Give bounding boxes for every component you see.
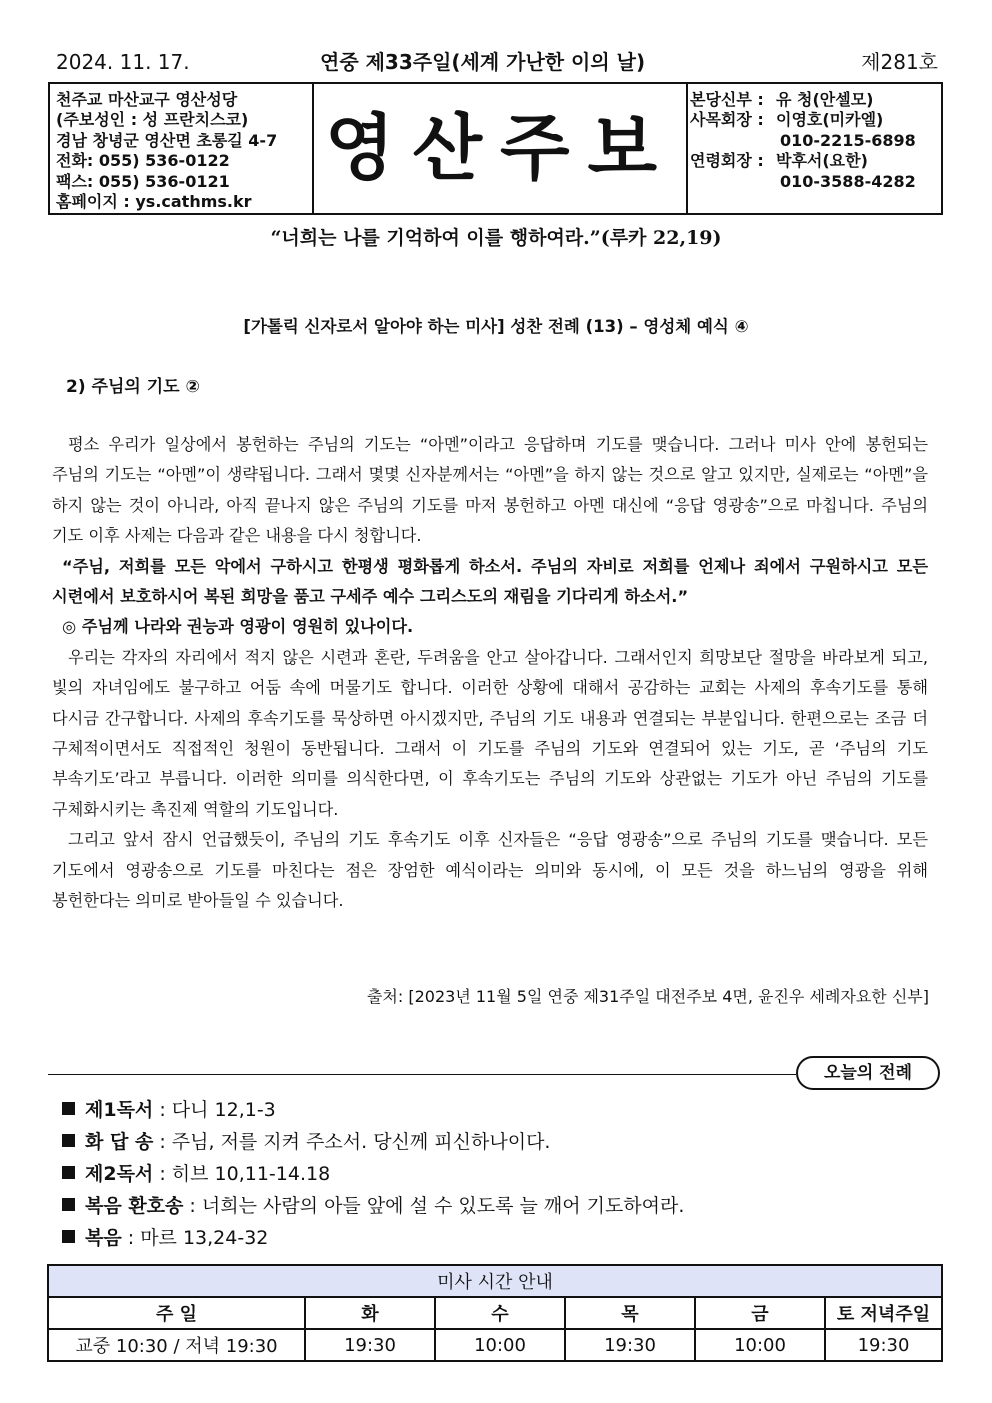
- list-item: [62, 1190, 684, 1222]
- article-title: [가톨릭 신자로서 알아야 하는 미사] 성찬 전례 (13) – 영성체 예식 ④: [243, 317, 749, 336]
- table-header-row: [48, 1297, 942, 1329]
- scripture-quote: “너희는 나를 기억하여 이를 행하여라.”(루카 22,19): [270, 227, 722, 249]
- article-source: 출처: [2023년 11월 5일 연중 제31주일 대전주보 4면, 윤진우 세례자요한 신부]: [366, 987, 929, 1006]
- senior-label: 연령회장 :: [690, 151, 764, 171]
- patron-saint: (주보성인 : 성 프란치스코): [56, 110, 249, 130]
- square-bullet-icon: [62, 1134, 75, 1147]
- list-item: [62, 1158, 684, 1190]
- day-header: 금: [695, 1297, 825, 1329]
- day-header: 목: [565, 1297, 695, 1329]
- bulletin-title: 영산주보: [324, 105, 676, 190]
- pastor-label: 본당신부 :: [690, 90, 764, 109]
- masthead: [48, 82, 943, 215]
- square-bullet-icon: [62, 1230, 75, 1243]
- mass-schedule-title: 미사 시간 안내: [48, 1265, 942, 1297]
- parish-address: 경남 창녕군 영산면 초롱길 4-7: [56, 130, 278, 150]
- reading-text: : 히브 10,11-14.18: [153, 1163, 331, 1185]
- square-bullet-icon: [62, 1102, 75, 1115]
- mass-schedule-table: [47, 1264, 943, 1362]
- reading-label: 복음 환호송: [85, 1195, 184, 1217]
- issue-number: 제281호: [861, 50, 938, 74]
- reading-text: : 다니 12,1-3: [153, 1099, 276, 1121]
- square-bullet-icon: [62, 1166, 75, 1179]
- parish-fax: 팩스: 055) 536-0121: [56, 171, 230, 191]
- list-item: [62, 1094, 684, 1126]
- reading-label: 제2독서: [85, 1163, 154, 1185]
- council-phone: 010-2215-6898: [780, 130, 916, 150]
- council-label: 사목회장 :: [690, 110, 764, 130]
- parish-homepage[interactable]: 홈페이지 : ys.cathms.kr: [56, 192, 252, 212]
- mass-time: 19:30: [825, 1329, 942, 1361]
- list-item: [62, 1222, 684, 1254]
- reading-text: : 너희는 사람의 아들 앞에 설 수 있도록 늘 깨어 기도하여라.: [183, 1195, 685, 1217]
- reading-label: 화 답 송: [85, 1131, 154, 1153]
- article-paragraph: 우리는 각자의 자리에서 적지 않은 시련과 혼란, 두려움을 안고 살아갑니다. 그래서인지 희망보단 절망을 바라보게 되고, 빛의 자녀임에도 불구하고 어둠 속에 머물기도 합니다. 이러한 상황에 대해서 공감하는 교회는 사제의 후속기도를 통해 다시금 간구합니다. 사제의 후속기도를 묵상하면 아시겠지만, 주님의 기도 내용과 연결되는 부분입니다. 한편으로는 조금 더 구체적이면서도 직접적인 청원이 동반됩니다. 그래서 이 기도를 주님의 기도와 연결되어 있는 기도, 곧 ‘주님의 기도 부속기도’라고 부릅니다. 이러한 의미를 의식한다면, 이 후속기도는 주님의 기도와 상관없는 기도가 아닌 주님의 기도를 구체화시키는 촉진제 역할의 기도입니다.: [52, 647, 928, 819]
- list-item: [62, 1126, 684, 1158]
- reading-text: : 마르 13,24-32: [121, 1227, 269, 1249]
- article-paragraph: 평소 우리가 일상에서 봉헌하는 주님의 기도는 “아멘”이라고 응답하며 기도를 맺습니다. 그러나 미사 안에 봉헌되는 주님의 기도는 “아멘”이 생략됩니다. 그래서 몇몇 신자분께서는 “아멘”을 하지 않는 것으로 알고 있지만, 실제로는 “아멘”을 하지 않는 것이 아니라, 아직 끝나지 않은 주님의 기도를 마저 봉헌하고 아멘 대신에 “응답 영광송”으로 마칩니다. 주님의 기도 이후 사제는 다음과 같은 내용을 다시 청합니다.: [52, 435, 928, 546]
- parish-name: 천주교 마산교구 영산성당: [56, 90, 238, 109]
- square-bullet-icon: [62, 1198, 75, 1211]
- day-header: 수: [435, 1297, 565, 1329]
- table-row: [48, 1329, 942, 1361]
- mass-time: 19:30: [565, 1329, 695, 1361]
- issue-date: 2024. 11. 17.: [56, 50, 190, 74]
- reading-text: : 주님, 저를 지켜 주소서. 당신께 피신하나이다.: [153, 1131, 551, 1153]
- council-row: [690, 110, 941, 130]
- mass-time: 19:30: [305, 1329, 435, 1361]
- council-name: 이영호(미카엘): [776, 110, 884, 130]
- section-divider: [48, 1074, 796, 1075]
- article-response: ◎ 주님께 나라와 권능과 영광이 영원히 있나이다.: [62, 617, 414, 637]
- reading-label: 복음: [85, 1227, 122, 1249]
- day-header: 토 저녁주일: [825, 1297, 942, 1329]
- table-title-row: [48, 1265, 942, 1297]
- liturgical-day: 연중 제33주일(세계 가난한 이의 날): [320, 50, 646, 74]
- reading-label: 제1독서: [85, 1099, 154, 1121]
- pastor-row: [690, 90, 941, 110]
- senior-row: [690, 151, 941, 171]
- mass-time: 10:00: [695, 1329, 825, 1361]
- parish-phone: 전화: 055) 536-0122: [56, 151, 230, 171]
- readings-list: [62, 1094, 684, 1254]
- article-subheading: 2) 주님의 기도 ②: [66, 377, 200, 397]
- senior-name: 박후서(요한): [776, 151, 868, 171]
- liturgy-title: 오늘의 전례: [796, 1056, 940, 1090]
- top-line: [50, 48, 942, 78]
- masthead-title-box: [314, 84, 688, 213]
- mass-time: 교중 10:30 / 저녁 19:30: [48, 1329, 305, 1361]
- pastor-name: 유 청(안셀모): [776, 90, 874, 109]
- day-header: 화: [305, 1297, 435, 1329]
- day-header: 주 일: [48, 1297, 305, 1329]
- senior-phone: 010-3588-4282: [780, 171, 916, 191]
- article-body: [52, 430, 928, 917]
- contacts: [688, 84, 941, 213]
- article-prayer: “주님, 저희를 모든 악에서 구하시고 한평생 평화롭게 하소서. 주님의 자비로 저희를 언제나 죄에서 구원하시고 모든 시련에서 보호하시어 복된 희망을 품고 구세주 예수 그리스도의 재림을 기다리게 하소서.”: [52, 556, 928, 607]
- parish-info: [50, 84, 314, 213]
- mass-time: 10:00: [435, 1329, 565, 1361]
- article-paragraph: 그리고 앞서 잠시 언급했듯이, 주님의 기도 후속기도 이후 신자들은 “응답 영광송”으로 주님의 기도를 맺습니다. 모든 기도에서 영광송으로 기도를 마친다는 점은 장엄한 예식이라는 의미와 동시에, 이 모든 것을 하느님의 영광을 위해 봉헌한다는 의미로 받아들일 수 있습니다.: [52, 830, 928, 911]
